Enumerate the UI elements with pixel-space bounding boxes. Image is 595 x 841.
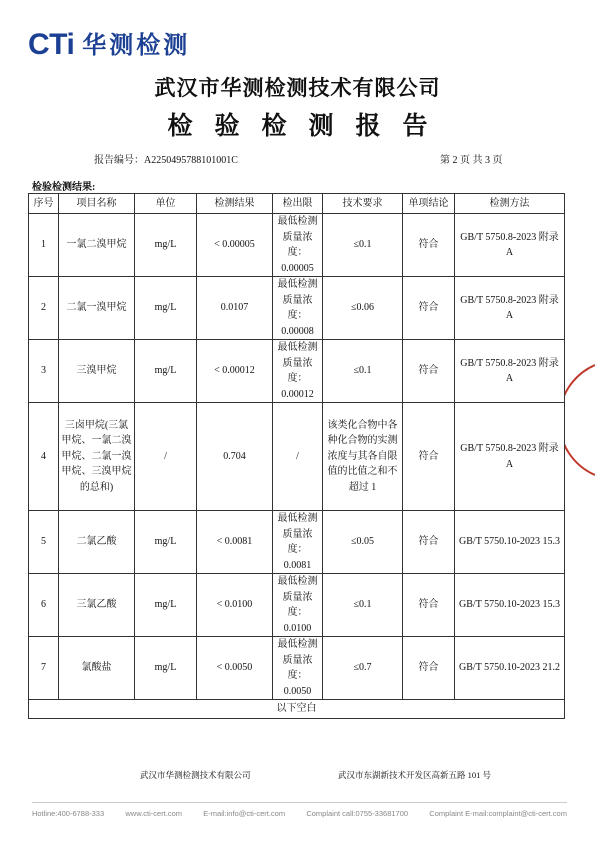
cell-name: 三溴甲烷 bbox=[59, 340, 135, 403]
blank-below-note: 以下空白 bbox=[29, 700, 565, 719]
footer-company: 武汉市华测检测技术有限公司 bbox=[140, 770, 251, 780]
cell-name: 氯酸盐 bbox=[59, 637, 135, 700]
cell-no: 2 bbox=[29, 277, 59, 340]
header-unit: 单位 bbox=[135, 194, 197, 214]
table-row bbox=[29, 340, 565, 403]
section-title: 检验检测结果: bbox=[32, 182, 96, 193]
table-row bbox=[29, 637, 565, 700]
header-limit: 检出限 bbox=[273, 194, 323, 214]
cell-limit: / bbox=[273, 403, 323, 511]
header-result: 检测结果 bbox=[197, 194, 273, 214]
table-row bbox=[29, 403, 565, 511]
cell-limit: 最低检测质量浓度：0.00008 bbox=[273, 277, 323, 340]
cell-limit: 最低检测质量浓度：0.00012 bbox=[273, 340, 323, 403]
cell-conclusion: 符合 bbox=[403, 511, 455, 574]
cell-no: 4 bbox=[29, 403, 59, 511]
cell-result: < 0.00005 bbox=[197, 214, 273, 277]
cell-name: 三氯乙酸 bbox=[59, 574, 135, 637]
cell-req: ≤0.06 bbox=[323, 277, 403, 340]
cell-limit: 最低检测质量浓度：0.0081 bbox=[273, 511, 323, 574]
website-link[interactable]: www.cti-cert.com bbox=[125, 809, 183, 818]
cell-limit: 最低检测质量浓度：0.0100 bbox=[273, 574, 323, 637]
cell-req: ≤0.1 bbox=[323, 340, 403, 403]
cell-req: ≤0.7 bbox=[323, 637, 403, 700]
cell-req: ≤0.05 bbox=[323, 511, 403, 574]
results-table bbox=[28, 193, 565, 719]
cell-method: GB/T 5750.8-2023 附录 A bbox=[455, 340, 565, 403]
official-stamp bbox=[565, 360, 595, 480]
table-footer-row bbox=[29, 700, 565, 719]
table-row bbox=[29, 574, 565, 637]
table-header-row bbox=[29, 194, 565, 214]
cell-method: GB/T 5750.8-2023 附录 A bbox=[455, 277, 565, 340]
email-link[interactable]: E-mail:info@cti-cert.com bbox=[203, 809, 286, 818]
logo-cn-text: 华测检测 bbox=[82, 31, 191, 59]
cell-no: 5 bbox=[29, 511, 59, 574]
company-logo bbox=[28, 30, 190, 60]
page-number: 第 2 页 共 3 页 bbox=[440, 155, 503, 166]
cell-limit: 最低检测质量浓度：0.0050 bbox=[273, 637, 323, 700]
header-requirement: 技术要求 bbox=[323, 194, 403, 214]
contact-bar bbox=[32, 809, 567, 818]
cell-unit: mg/L bbox=[135, 637, 197, 700]
table-row bbox=[29, 511, 565, 574]
cell-conclusion: 符合 bbox=[403, 277, 455, 340]
cell-result: < 0.0100 bbox=[197, 574, 273, 637]
cell-conclusion: 符合 bbox=[403, 574, 455, 637]
cell-unit: mg/L bbox=[135, 511, 197, 574]
cell-unit: mg/L bbox=[135, 574, 197, 637]
logo-cti-text: CTi bbox=[28, 28, 75, 61]
footer-address: 武汉市东湖新技术开发区高新五路 101 号 bbox=[338, 770, 492, 780]
cell-method: GB/T 5750.10-2023 21.2 bbox=[455, 637, 565, 700]
header-conclusion: 单项结论 bbox=[403, 194, 455, 214]
cell-conclusion: 符合 bbox=[403, 214, 455, 277]
cell-name: 三卤甲烷(三氯甲烷、一氯二溴甲烷、二氯一溴甲烷、三溴甲烷的总和) bbox=[59, 403, 135, 511]
footer-divider bbox=[32, 802, 567, 803]
cell-no: 3 bbox=[29, 340, 59, 403]
company-name: 武汉市华测检测技术有限公司 bbox=[154, 76, 441, 100]
cell-conclusion: 符合 bbox=[403, 340, 455, 403]
cell-result: < 0.0081 bbox=[197, 511, 273, 574]
cell-result: < 0.0050 bbox=[197, 637, 273, 700]
cell-result: < 0.00012 bbox=[197, 340, 273, 403]
header-name: 项目名称 bbox=[59, 194, 135, 214]
cell-conclusion: 符合 bbox=[403, 403, 455, 511]
cell-result: 0.704 bbox=[197, 403, 273, 511]
cell-req: ≤0.1 bbox=[323, 214, 403, 277]
report-number: 报告编号：A2250495788101001C bbox=[94, 155, 238, 166]
cell-method: GB/T 5750.10-2023 15.3 bbox=[455, 574, 565, 637]
cell-req: ≤0.1 bbox=[323, 574, 403, 637]
cell-method: GB/T 5750.10-2023 15.3 bbox=[455, 511, 565, 574]
complaint-email-link[interactable]: Complaint E-mail:complaint@cti-cert.com bbox=[429, 809, 567, 818]
table-row bbox=[29, 214, 565, 277]
cell-name: 一氯二溴甲烷 bbox=[59, 214, 135, 277]
cell-unit: / bbox=[135, 403, 197, 511]
cell-method: GB/T 5750.8-2023 附录 A bbox=[455, 214, 565, 277]
report-title: 检验检测报告 bbox=[167, 113, 450, 140]
cell-unit: mg/L bbox=[135, 340, 197, 403]
header-method: 检测方法 bbox=[455, 194, 565, 214]
header-no: 序号 bbox=[29, 194, 59, 214]
hotline-text: Hotline:400-6788-333 bbox=[32, 809, 105, 818]
cell-method: GB/T 5750.8-2023 附录 A bbox=[455, 403, 565, 511]
cell-name: 二氯乙酸 bbox=[59, 511, 135, 574]
complaint-call-text: Complaint call:0755-33681700 bbox=[306, 809, 409, 818]
cell-conclusion: 符合 bbox=[403, 637, 455, 700]
cell-no: 1 bbox=[29, 214, 59, 277]
cell-no: 7 bbox=[29, 637, 59, 700]
cell-no: 6 bbox=[29, 574, 59, 637]
cell-result: 0.0107 bbox=[197, 277, 273, 340]
cell-limit: 最低检测质量浓度：0.00005 bbox=[273, 214, 323, 277]
table-row bbox=[29, 277, 565, 340]
cell-unit: mg/L bbox=[135, 277, 197, 340]
cell-name: 二氯一溴甲烷 bbox=[59, 277, 135, 340]
cell-unit: mg/L bbox=[135, 214, 197, 277]
cell-req: 该类化合物中各种化合物的实测浓度与其各自限值的比值之和不超过 1 bbox=[323, 403, 403, 511]
